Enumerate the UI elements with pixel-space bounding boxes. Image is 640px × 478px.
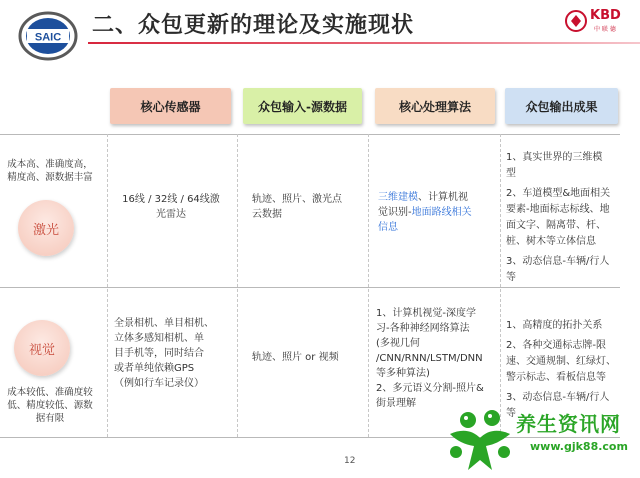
vision-sensor-line: （例如行车记录仪） [114, 378, 204, 389]
column-divider-2 [237, 134, 238, 437]
vision-output-line: 3、动态信息-车辆/行人 [506, 392, 610, 403]
lidar-algorithm-cell [378, 190, 496, 235]
lidar-algo-text: 觉识别- [378, 207, 412, 218]
vision-output-line: 1、高精度的拓扑关系 [506, 320, 603, 331]
header-divider [88, 42, 640, 44]
vision-note-line: 成本较低、准确度较 [7, 387, 93, 398]
vision-sensor-line: 全景相机、单目相机、 [114, 318, 214, 329]
lidar-output-line: 等 [506, 272, 516, 283]
lidar-input-cell [252, 192, 364, 222]
column-divider-1 [107, 134, 108, 437]
vision-input-line: 轨迹、照片 or 视频 [252, 352, 339, 363]
page-title: 二、众包更新的理论及实施现状 [92, 13, 415, 38]
vision-sensor-line: 目手机等，同时结合 [114, 348, 204, 359]
vision-output-line: 警示标志、看板信息等 [506, 372, 606, 383]
vision-algo-line: 2、多元语义分割-照片& [376, 383, 484, 394]
lidar-output-cell [506, 150, 624, 286]
watermark-title: 养生资讯网 [516, 412, 621, 436]
lidar-algo-highlight: 信息 [378, 222, 398, 233]
vision-algo-line: (多视几何 [376, 338, 420, 349]
kbd-logo-subtext: 中 联 德 [594, 26, 616, 33]
lidar-input-line: 云数据 [252, 209, 282, 220]
lidar-output-line: 2、车道模型&地面相关 [506, 188, 611, 199]
lidar-output-line: 型 [506, 168, 516, 179]
lidar-sensor-line: 16线 / 32线 / 64线激 [122, 194, 220, 205]
saic-logo-text: SAIC [34, 31, 62, 44]
vision-sensor-cell [114, 316, 234, 391]
lidar-input-line: 轨迹、照片、激光点 [252, 194, 342, 205]
lidar-algo-text: 、计算机视 [418, 192, 468, 203]
lidar-algo-highlight: 三维建模 [378, 192, 418, 203]
row-divider-middle [0, 287, 620, 288]
page-number: 12 [344, 456, 356, 466]
saic-logo [18, 11, 78, 61]
lidar-output-line: 1、真实世界的三维模 [506, 152, 603, 163]
lidar-label-circle: 激光 [18, 200, 74, 256]
watermark-url: www.gjk88.com [530, 440, 628, 453]
vision-output-line: 2、各种交通标志牌-限 [506, 340, 606, 351]
lidar-sensor-line: 光雷达 [156, 209, 186, 220]
vision-label-circle: 视觉 [14, 320, 70, 376]
column-header-output: 众包输出成果 [505, 88, 618, 124]
vision-algorithm-cell [376, 306, 500, 411]
vision-note [0, 386, 100, 425]
column-header-sensor: 核心传感器 [110, 88, 231, 124]
vision-note-line: 低、精度较低、源数 [7, 400, 93, 411]
lidar-output-line: 3、动态信息-车辆/行人 [506, 256, 610, 267]
vision-algo-line: 习-各种神经网络算法 [376, 323, 470, 334]
column-divider-4 [500, 134, 501, 437]
lidar-output-line: 桩、树木等立体信息 [506, 236, 596, 247]
lidar-sensor-cell [112, 192, 230, 222]
vision-sensor-line: 立体多感知相机、单 [114, 333, 204, 344]
row-divider-top [0, 134, 620, 135]
vision-algo-line: 等多种算法) [376, 368, 430, 379]
vision-algo-line: 1、计算机视觉-深度学 [376, 308, 476, 319]
column-header-algorithm: 核心处理算法 [375, 88, 495, 124]
vision-sensor-line: 或者单纯依赖GPS [114, 363, 195, 374]
lidar-output-line: 要素-地面标志标线、地 [506, 204, 610, 215]
lidar-algo-highlight: 地面路线相关 [411, 207, 472, 218]
column-divider-3 [368, 134, 369, 437]
lidar-output-line: 面文字、隔离带、杆、 [506, 220, 606, 231]
vision-output-line: 速、交通规制、红绿灯、 [506, 356, 616, 367]
lidar-note-line: 成本高、准确度高， [7, 159, 93, 170]
lidar-note-line: 精度高、源数据丰富 [7, 172, 93, 183]
vision-input-cell [252, 350, 366, 365]
vision-algo-line: /CNN/RNN/LSTM/DNN [376, 353, 483, 364]
column-header-input: 众包输入-源数据 [243, 88, 362, 124]
lidar-note [0, 158, 100, 184]
vision-output-line: 等 [506, 408, 516, 419]
kbd-logo-text: KBD [590, 8, 621, 23]
vision-note-line: 据有限 [35, 413, 65, 424]
vision-algo-line: 街景理解 [376, 398, 416, 409]
